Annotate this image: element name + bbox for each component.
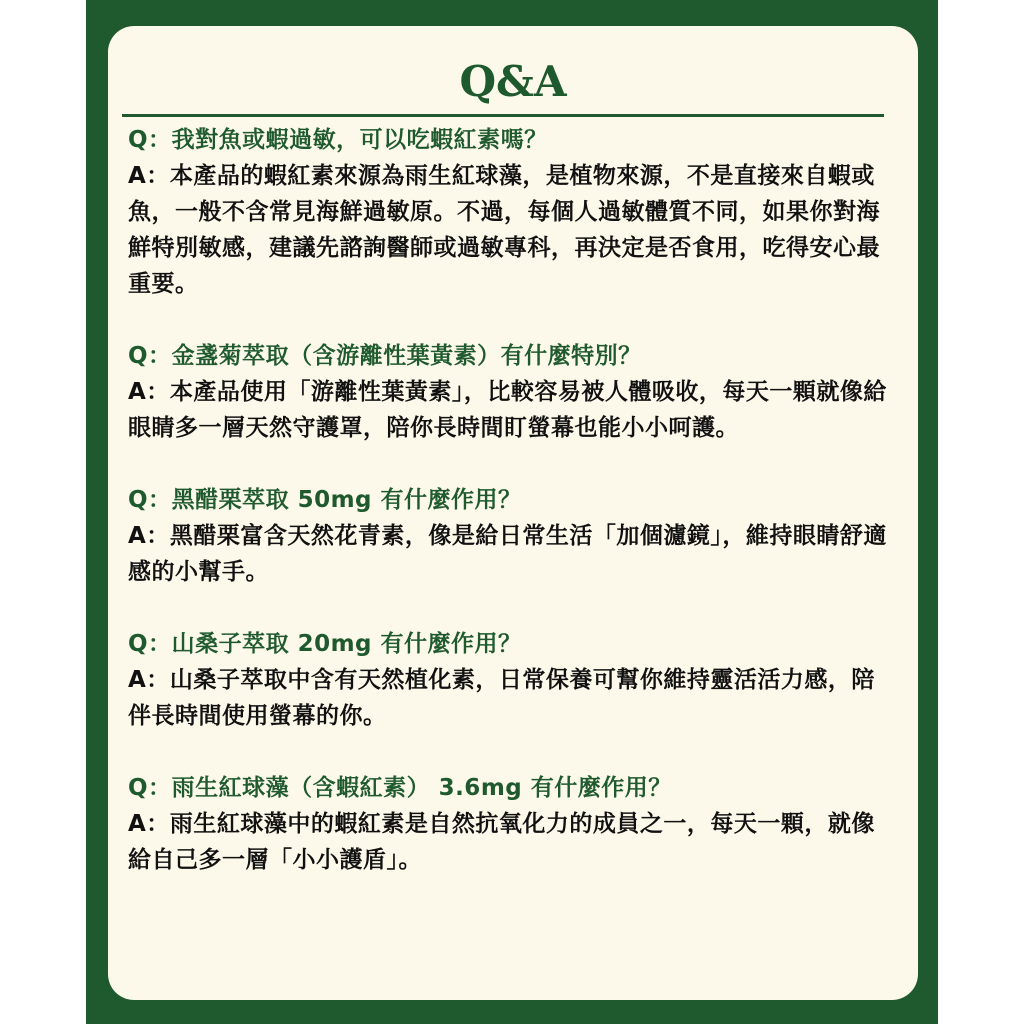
qa-card bbox=[108, 26, 918, 1000]
question-body: 黑醋栗萃取 50mg 有什麼作用？ bbox=[171, 487, 522, 513]
qa-item bbox=[128, 122, 888, 302]
question-prefix: Q： bbox=[128, 775, 172, 801]
qa-item bbox=[128, 338, 888, 446]
answer-prefix: A： bbox=[128, 811, 170, 837]
question-body: 山桑子萃取 20mg 有什麼作用？ bbox=[171, 631, 522, 657]
question-text bbox=[128, 626, 888, 662]
question-prefix: Q： bbox=[128, 631, 172, 657]
question-body: 金盞菊萃取（含游離性葉黃素）有什麼特別？ bbox=[171, 343, 642, 369]
answer-body: 雨生紅球藻中的蝦紅素是自然抗氧化力的成員之一，每天一顆，就像給自己多一層「小小護盾」。 bbox=[128, 811, 875, 873]
answer-prefix: A： bbox=[128, 523, 170, 549]
answer-body: 本產品使用「游離性葉黃素」，比較容易被人體吸收，每天一顆就像給眼睛多一層天然守護罩，陪你長時間盯螢幕也能小小呵護。 bbox=[128, 379, 887, 441]
answer-body: 本產品的蝦紅素來源為雨生紅球藻，是植物來源，不是直接來自蝦或魚，一般不含常見海鮮過敏原。不過，每個人過敏體質不同，如果你對海鮮特別敏感，建議先諮詢醫師或過敏專科，再決定是否食用，吃得安心最重要。 bbox=[128, 163, 880, 297]
answer-prefix: A： bbox=[128, 163, 170, 189]
question-prefix: Q： bbox=[128, 127, 172, 153]
answer-prefix: A： bbox=[128, 379, 170, 405]
page-title: Q&A bbox=[459, 57, 567, 106]
qa-item bbox=[128, 482, 888, 590]
answer-body: 黑醋栗富含天然花青素，像是給日常生活「加個濾鏡」，維持眼睛舒適感的小幫手。 bbox=[128, 523, 887, 585]
question-body: 我對魚或蝦過敏，可以吃蝦紅素嗎？ bbox=[171, 127, 548, 153]
question-text bbox=[128, 122, 888, 158]
question-text bbox=[128, 482, 888, 518]
answer-prefix: A： bbox=[128, 667, 170, 693]
question-prefix: Q： bbox=[128, 343, 172, 369]
answer-text bbox=[128, 518, 888, 590]
answer-text bbox=[128, 374, 888, 446]
question-body: 雨生紅球藻（含蝦紅素） 3.6mg 有什麼作用？ bbox=[171, 775, 672, 801]
answer-body: 山桑子萃取中含有天然植化素，日常保養可幫你維持靈活活力感，陪伴長時間使用螢幕的你。 bbox=[128, 667, 875, 729]
question-text bbox=[128, 338, 888, 374]
title-divider bbox=[122, 114, 884, 117]
qa-list bbox=[128, 122, 888, 878]
question-text bbox=[128, 770, 888, 806]
question-prefix: Q： bbox=[128, 487, 172, 513]
answer-text bbox=[128, 806, 888, 878]
answer-text bbox=[128, 662, 888, 734]
answer-text bbox=[128, 158, 888, 302]
qa-item bbox=[128, 770, 888, 878]
qa-item bbox=[128, 626, 888, 734]
